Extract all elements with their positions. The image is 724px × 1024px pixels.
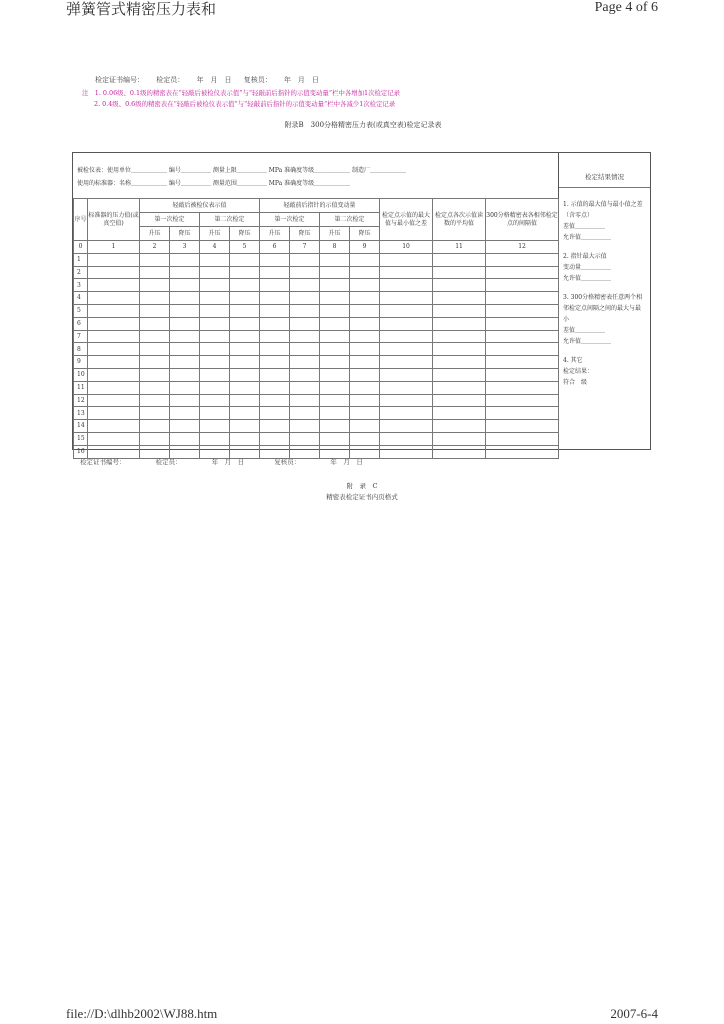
signature-line — [80, 457, 391, 466]
table-cell — [140, 381, 170, 394]
col-number: 3 — [170, 241, 200, 254]
row-number: 10 — [74, 368, 88, 381]
table-cell — [380, 368, 433, 381]
table-row — [74, 381, 559, 394]
table-cell — [230, 368, 260, 381]
row-number: 12 — [74, 394, 88, 407]
table-cell — [320, 420, 350, 433]
row-number: 8 — [74, 343, 88, 356]
table-cell — [486, 330, 559, 343]
table-cell — [200, 343, 230, 356]
record-rows — [74, 253, 559, 458]
table-cell — [290, 432, 320, 445]
table-cell — [433, 420, 486, 433]
table-cell — [88, 343, 140, 356]
table-row — [74, 292, 559, 305]
table-cell — [260, 343, 290, 356]
table-cell — [230, 253, 260, 266]
table-cell — [380, 432, 433, 445]
table-row — [74, 356, 559, 369]
cert-no-label: 检定证书编号： — [95, 76, 144, 84]
table-cell — [260, 279, 290, 292]
col-number: 11 — [433, 241, 486, 254]
table-cell — [290, 368, 320, 381]
table-cell — [230, 420, 260, 433]
table-row — [74, 330, 559, 343]
table-row — [74, 432, 559, 445]
page-title: 弹簧管式精密压力表和 — [66, 0, 217, 18]
interval-header: 300分格精密表各相邻检定点的间隔值 — [486, 199, 559, 241]
note-line-2: 2. 0.4级、0.6级的精密表在“轻敲后被检仪表示值”与“轻敲前后指针的示值变动量”栏中各减少1次检定记录 — [94, 100, 396, 108]
result-field: 检定结果： — [563, 368, 594, 375]
table-row — [74, 279, 559, 292]
page-number: Page 4 of 6 — [594, 0, 658, 15]
table-cell — [140, 368, 170, 381]
table-cell — [320, 330, 350, 343]
result-item-title: 4. 其它 — [563, 357, 583, 364]
table-cell — [320, 356, 350, 369]
col-number: 7 — [290, 241, 320, 254]
table-cell — [290, 266, 320, 279]
table-cell — [486, 317, 559, 330]
table-cell — [170, 330, 200, 343]
result-item-title: 3. 300分格精密表任意两个相邻检定点间隔之间的最大与最小 — [563, 294, 643, 323]
col-number: 12 — [486, 241, 559, 254]
row-number: 2 — [74, 266, 88, 279]
table-cell — [88, 330, 140, 343]
table-cell — [350, 266, 380, 279]
table-cell — [380, 407, 433, 420]
table-cell — [320, 266, 350, 279]
table-cell — [350, 420, 380, 433]
row-number: 5 — [74, 304, 88, 317]
table-cell — [140, 407, 170, 420]
table-cell — [380, 343, 433, 356]
table-cell — [140, 343, 170, 356]
table-cell — [320, 432, 350, 445]
date-label: 年 月 日 — [196, 76, 232, 84]
table-cell — [380, 266, 433, 279]
record-table — [73, 198, 559, 459]
result-item-title: 1. 示值的最大值与最小值之差（含零点） — [563, 201, 643, 219]
table-cell — [486, 292, 559, 305]
table-cell — [140, 330, 170, 343]
appendix-title: 精密表检定证书内页格式 — [326, 493, 398, 501]
table-cell — [486, 343, 559, 356]
table-cell — [88, 292, 140, 305]
file-path: file://D:\dlhb2002\WJ88.htm — [66, 1006, 218, 1021]
down-header: 降压 — [230, 227, 260, 241]
table-cell — [230, 432, 260, 445]
table-cell — [88, 253, 140, 266]
col-number: 10 — [380, 241, 433, 254]
print-date: 2007-6-4 — [610, 1006, 658, 1021]
table-cell — [260, 432, 290, 445]
up-header: 升压 — [260, 227, 290, 241]
table-cell — [486, 432, 559, 445]
table-cell — [230, 343, 260, 356]
table-cell — [170, 266, 200, 279]
table-cell — [433, 330, 486, 343]
table-row — [74, 317, 559, 330]
table-cell — [350, 279, 380, 292]
col-number: 5 — [230, 241, 260, 254]
std-header: 标准器的压力值(或真空值) — [88, 199, 140, 241]
table-cell — [290, 343, 320, 356]
table-cell — [88, 432, 140, 445]
table-cell — [200, 330, 230, 343]
certificate-line — [95, 75, 656, 85]
table-cell — [170, 394, 200, 407]
row-number: 1 — [74, 253, 88, 266]
table-cell — [320, 292, 350, 305]
table-cell — [200, 266, 230, 279]
table-cell — [320, 381, 350, 394]
table-cell — [140, 304, 170, 317]
table-cell — [140, 292, 170, 305]
down-header: 降压 — [170, 227, 200, 241]
table-cell — [380, 356, 433, 369]
row-number: 9 — [74, 356, 88, 369]
table-cell — [320, 304, 350, 317]
table-cell — [350, 381, 380, 394]
table-cell — [140, 432, 170, 445]
table-cell — [290, 356, 320, 369]
table-cell — [350, 343, 380, 356]
result-field: 允许值＿＿＿＿＿ — [563, 338, 612, 345]
change-header: 轻敲前后指针的示值变动量 — [260, 199, 380, 213]
cert-no-label: 检定证书编号： — [80, 458, 126, 466]
table-cell — [140, 279, 170, 292]
table-cell — [486, 407, 559, 420]
record-table-area — [73, 153, 559, 456]
table-cell — [486, 381, 559, 394]
table-cell — [290, 330, 320, 343]
table-cell — [433, 381, 486, 394]
table-cell — [433, 368, 486, 381]
date-label: 年 月 日 — [330, 458, 363, 466]
table-row — [74, 394, 559, 407]
col-number: 2 — [140, 241, 170, 254]
table-cell — [290, 279, 320, 292]
column-number-row — [74, 241, 559, 254]
document-header — [70, 75, 656, 130]
inspector-label: 检定员： — [155, 458, 182, 466]
col-number: 0 — [74, 241, 88, 254]
table-cell — [230, 356, 260, 369]
table-cell — [433, 445, 486, 458]
table-row — [74, 304, 559, 317]
table-cell — [230, 292, 260, 305]
table-cell — [260, 253, 290, 266]
row-number: 6 — [74, 317, 88, 330]
table-cell — [320, 279, 350, 292]
first-check-header: 第一次检定 — [260, 213, 320, 227]
table-cell — [260, 330, 290, 343]
table-cell — [230, 381, 260, 394]
table-cell — [200, 304, 230, 317]
result-field: 允许值＿＿＿＿＿ — [563, 275, 612, 282]
table-cell — [290, 407, 320, 420]
table-cell — [290, 317, 320, 330]
table-cell — [170, 407, 200, 420]
row-number: 4 — [74, 292, 88, 305]
result-field: 符合 级 — [563, 379, 588, 386]
col-number: 4 — [200, 241, 230, 254]
table-cell — [88, 317, 140, 330]
table-cell — [140, 317, 170, 330]
table-cell — [200, 292, 230, 305]
table-cell — [200, 420, 230, 433]
table-cell — [350, 253, 380, 266]
table-cell — [200, 381, 230, 394]
table-cell — [433, 394, 486, 407]
table-cell — [230, 330, 260, 343]
table-cell — [320, 253, 350, 266]
table-cell — [170, 253, 200, 266]
row-number: 15 — [74, 432, 88, 445]
table-cell — [350, 356, 380, 369]
table-cell — [320, 317, 350, 330]
table-row — [74, 266, 559, 279]
table-cell — [88, 407, 140, 420]
table-caption: 附录B 300分格精密压力表(或真空表)检定记录表 — [284, 121, 442, 129]
table-cell — [260, 317, 290, 330]
table-cell — [486, 368, 559, 381]
table-cell — [88, 356, 140, 369]
result-items — [563, 199, 646, 396]
second-check-header: 第二次检定 — [200, 213, 260, 227]
table-cell — [140, 266, 170, 279]
table-cell — [380, 253, 433, 266]
result-field: 差值＿＿＿＿＿ — [563, 327, 606, 334]
result-field: 差值＿＿＿＿＿ — [563, 223, 606, 230]
table-cell — [88, 394, 140, 407]
record-form — [72, 152, 651, 456]
table-cell — [350, 368, 380, 381]
table-cell — [88, 381, 140, 394]
result-panel-title: 检定结果情况 — [585, 173, 624, 181]
up-header: 升压 — [320, 227, 350, 241]
table-row — [74, 253, 559, 266]
instrument-info: 被检仪表：使用单位＿＿＿＿＿＿ 编号＿＿＿＿＿ 测量上限＿＿＿＿＿ MPa 准确度等级＿＿＿＿＿＿ 制造厂＿＿＿＿＿＿ — [77, 167, 407, 174]
table-cell — [380, 279, 433, 292]
table-cell — [486, 266, 559, 279]
table-cell — [230, 279, 260, 292]
table-cell — [88, 420, 140, 433]
table-cell — [290, 394, 320, 407]
row-number: 14 — [74, 420, 88, 433]
col-number: 8 — [320, 241, 350, 254]
table-cell — [433, 317, 486, 330]
table-cell — [380, 292, 433, 305]
table-cell — [486, 445, 559, 458]
date-label: 年 月 日 — [283, 76, 319, 84]
row-number: 11 — [74, 381, 88, 394]
table-cell — [200, 317, 230, 330]
table-cell — [380, 304, 433, 317]
table-cell — [320, 407, 350, 420]
table-cell — [170, 432, 200, 445]
down-header: 降压 — [290, 227, 320, 241]
table-cell — [290, 292, 320, 305]
table-cell — [230, 317, 260, 330]
col-number: 1 — [88, 241, 140, 254]
table-cell — [350, 394, 380, 407]
table-cell — [170, 368, 200, 381]
table-cell — [433, 432, 486, 445]
table-cell — [486, 394, 559, 407]
table-row — [74, 343, 559, 356]
table-cell — [433, 356, 486, 369]
table-cell — [486, 420, 559, 433]
table-cell — [486, 279, 559, 292]
average-header: 检定点各次示值读数的平均值 — [433, 199, 486, 241]
table-cell — [433, 279, 486, 292]
table-cell — [230, 394, 260, 407]
second-check-header: 第二次检定 — [320, 213, 380, 227]
table-cell — [170, 279, 200, 292]
table-cell — [433, 292, 486, 305]
table-cell — [260, 368, 290, 381]
table-cell — [140, 356, 170, 369]
date-label: 年 月 日 — [211, 458, 245, 466]
table-cell — [260, 292, 290, 305]
table-cell — [88, 279, 140, 292]
table-cell — [260, 356, 290, 369]
table-cell — [380, 317, 433, 330]
table-cell — [200, 368, 230, 381]
table-row — [74, 420, 559, 433]
appendix-label: 附 录 C — [346, 482, 378, 490]
down-header: 降压 — [350, 227, 380, 241]
table-cell — [260, 266, 290, 279]
table-cell — [88, 304, 140, 317]
table-cell — [260, 394, 290, 407]
table-cell — [230, 266, 260, 279]
table-cell — [260, 407, 290, 420]
table-cell — [290, 420, 320, 433]
table-cell — [200, 394, 230, 407]
table-cell — [260, 420, 290, 433]
table-cell — [350, 304, 380, 317]
seq-header: 序号 — [74, 199, 88, 241]
table-cell — [486, 304, 559, 317]
table-cell — [260, 381, 290, 394]
table-cell — [170, 317, 200, 330]
table-cell — [290, 381, 320, 394]
table-cell — [486, 253, 559, 266]
table-cell — [140, 420, 170, 433]
table-cell — [320, 394, 350, 407]
row-number: 7 — [74, 330, 88, 343]
table-cell — [88, 368, 140, 381]
table-cell — [380, 394, 433, 407]
table-cell — [290, 253, 320, 266]
table-cell — [88, 266, 140, 279]
table-cell — [433, 343, 486, 356]
table-cell — [433, 304, 486, 317]
table-cell — [140, 253, 170, 266]
reviewer-label: 复核员： — [243, 76, 272, 84]
up-header: 升压 — [140, 227, 170, 241]
table-cell — [320, 368, 350, 381]
table-cell — [350, 432, 380, 445]
table-cell — [200, 253, 230, 266]
reviewer-label: 复核员： — [274, 458, 301, 466]
table-cell — [170, 304, 200, 317]
table-cell — [290, 304, 320, 317]
first-check-header: 第一次检定 — [140, 213, 200, 227]
table-cell — [170, 420, 200, 433]
table-cell — [350, 317, 380, 330]
note-line-1: 注 1. 0.06级、0.1级的精密表在“轻敲后被检仪表示值”与“轻敲前后指针的示值变动量”栏中各增加1次检定记录 — [82, 89, 401, 97]
table-cell — [380, 420, 433, 433]
after-tap-header: 轻敲后被检仪表示值 — [140, 199, 260, 213]
table-cell — [260, 304, 290, 317]
inspector-label: 检定员： — [156, 76, 185, 84]
result-field: 变动量＿＿＿＿＿ — [563, 264, 612, 271]
table-cell — [200, 279, 230, 292]
table-cell — [486, 356, 559, 369]
table-cell — [350, 292, 380, 305]
table-cell — [200, 356, 230, 369]
max-min-header: 检定点示值的最大值与最小值之差 — [380, 199, 433, 241]
table-cell — [320, 343, 350, 356]
result-field: 允许值＿＿＿＿＿ — [563, 234, 612, 241]
table-cell — [170, 292, 200, 305]
result-panel — [559, 153, 650, 449]
table-cell — [200, 432, 230, 445]
standard-info: 使用的标准器：名称＿＿＿＿＿＿ 编号＿＿＿＿＿ 测量范围＿＿＿＿＿ MPa 准确度等级＿＿＿＿＿＿ — [77, 180, 351, 187]
table-cell — [170, 381, 200, 394]
row-number: 3 — [74, 279, 88, 292]
row-number: 16 — [74, 445, 88, 458]
table-cell — [170, 356, 200, 369]
table-cell — [350, 407, 380, 420]
col-number: 6 — [260, 241, 290, 254]
col-number: 9 — [350, 241, 380, 254]
row-number: 13 — [74, 407, 88, 420]
table-cell — [230, 304, 260, 317]
divider — [559, 187, 650, 188]
table-cell — [433, 407, 486, 420]
table-cell — [433, 253, 486, 266]
table-row — [74, 407, 559, 420]
up-header: 升压 — [200, 227, 230, 241]
table-cell — [170, 343, 200, 356]
table-cell — [350, 330, 380, 343]
table-cell — [380, 381, 433, 394]
table-cell — [200, 407, 230, 420]
table-row — [74, 368, 559, 381]
table-cell — [230, 407, 260, 420]
table-cell — [140, 394, 170, 407]
table-cell — [380, 330, 433, 343]
table-cell — [433, 266, 486, 279]
result-item-title: 2. 指针最大示值 — [563, 253, 607, 260]
